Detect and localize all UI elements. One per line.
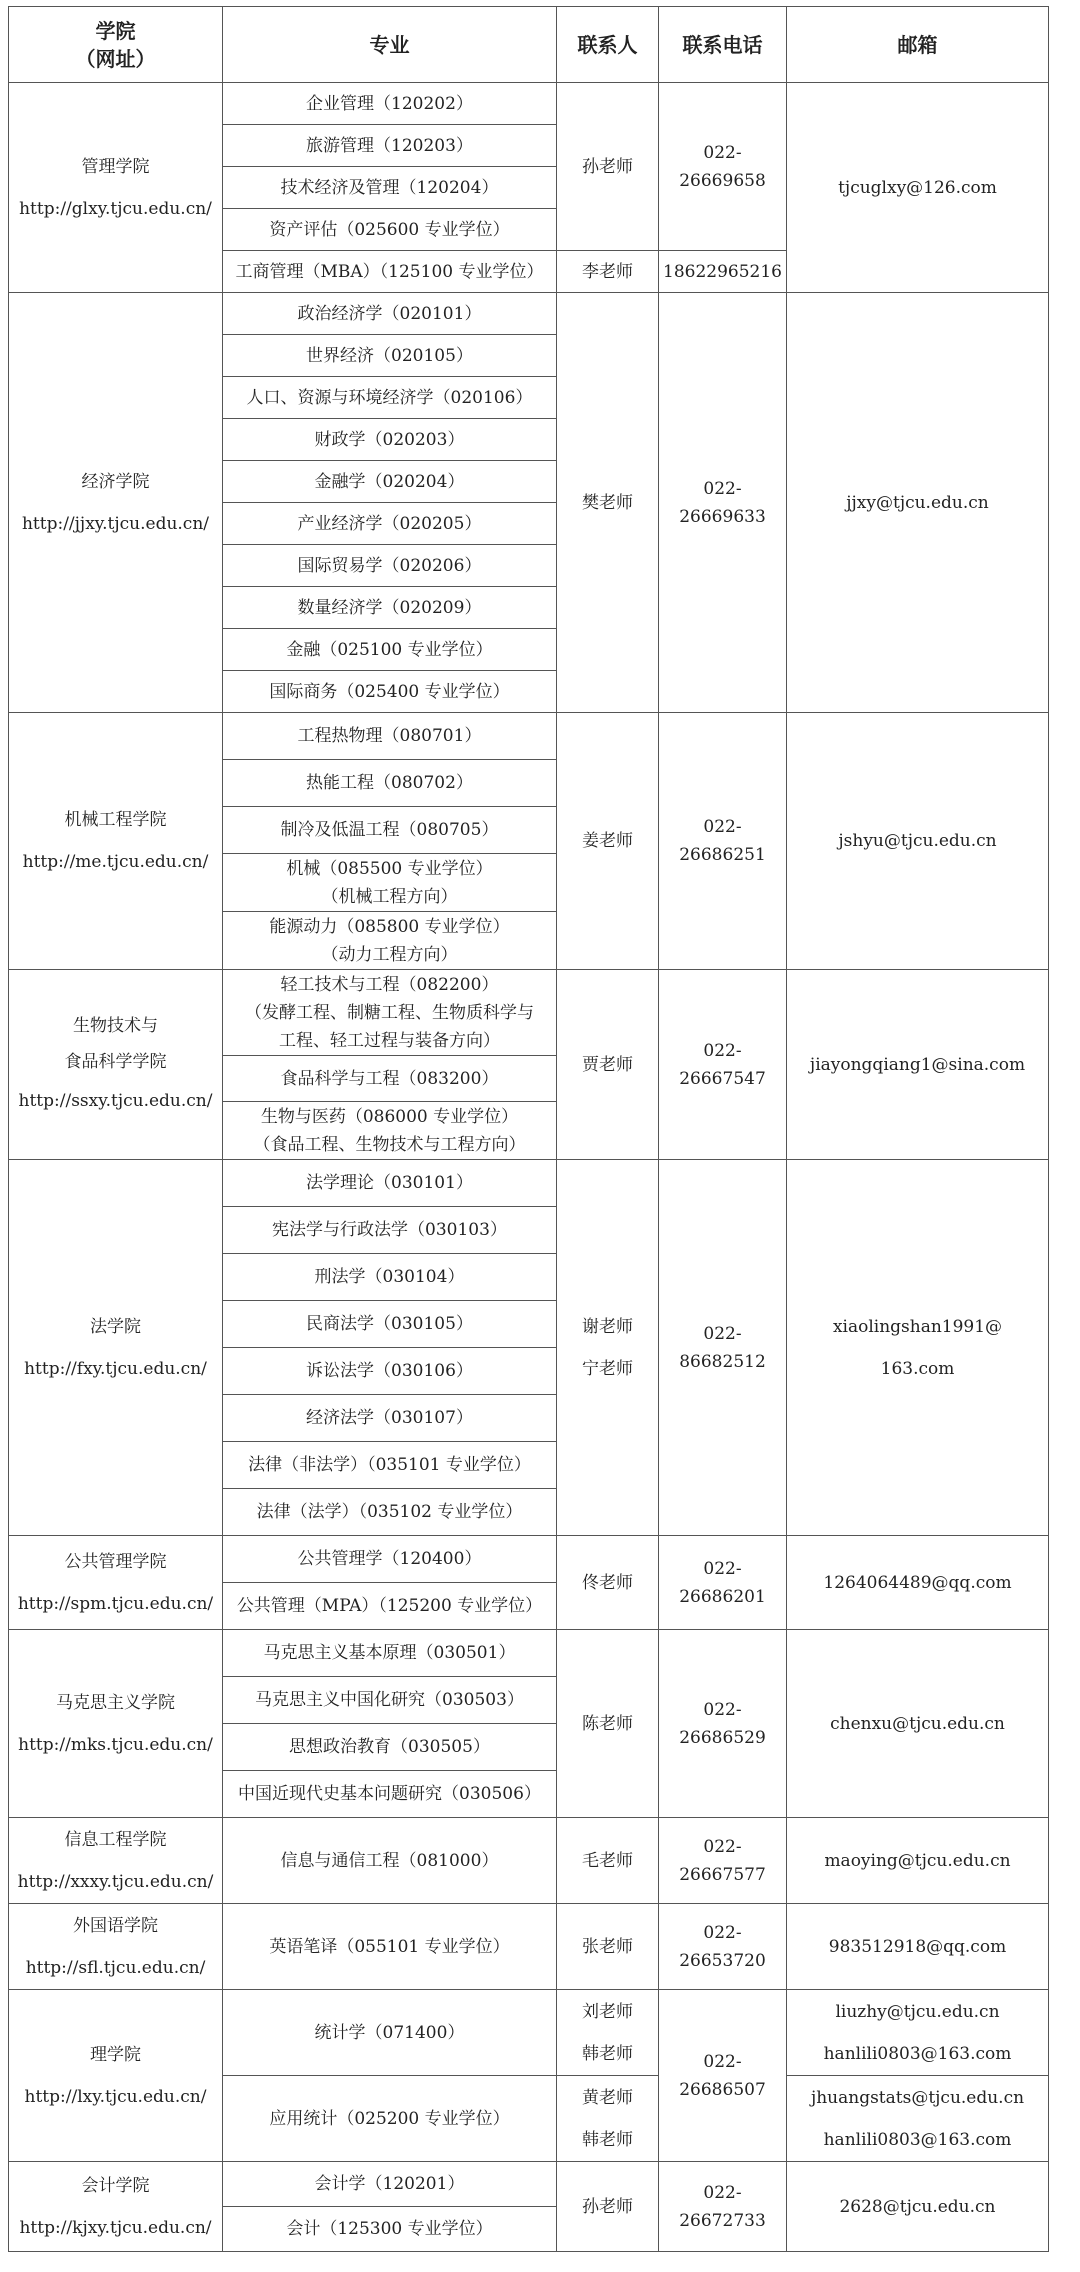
header-college: 学院 （网址） [9, 7, 223, 83]
email-cell[interactable]: 983512918@qq.com [787, 1904, 1049, 1990]
major-cell: 中国近现代史基本问题研究（030506） [223, 1771, 557, 1818]
contact-cell: 姜老师 [557, 713, 659, 970]
college-cell [9, 1818, 223, 1904]
header-phone: 联系电话 [659, 7, 787, 83]
email-link[interactable]: liuzhy@tjcu.edu.cn [835, 2001, 1000, 2022]
phone-cell: 022-26686251 [659, 713, 787, 970]
contact-cell [557, 1160, 659, 1536]
major-cell: 政治经济学（020101） [223, 293, 557, 335]
college-cell [9, 1990, 223, 2162]
table-row [9, 1904, 1049, 1990]
major-cell: 经济法学（030107） [223, 1395, 557, 1442]
email-cell[interactable]: tjcuglxy@126.com [787, 83, 1049, 293]
major-cell: 国际商务（025400 专业学位） [223, 671, 557, 713]
phone-cell: 022-86682512 [659, 1160, 787, 1536]
email-cell[interactable]: jiayongqiang1@sina.com [787, 970, 1049, 1160]
college-cell [9, 2162, 223, 2252]
major-cell: 英语笔译（055101 专业学位） [223, 1904, 557, 1990]
college-cell [9, 713, 223, 970]
contact-cell: 樊老师 [557, 293, 659, 713]
college-url[interactable]: http://lxy.tjcu.edu.cn/ [24, 2086, 207, 2107]
table-row [9, 970, 1049, 1056]
college-cell [9, 970, 223, 1160]
email-link[interactable]: jhuangstats@tjcu.edu.cn [810, 2087, 1025, 2108]
college-url[interactable]: http://ssxy.tjcu.edu.cn/ [18, 1090, 213, 1111]
email-cell[interactable]: xiaolingshan1991@ 163.com [787, 1160, 1049, 1536]
college-url[interactable]: http://kjxy.tjcu.edu.cn/ [19, 2217, 212, 2238]
major-cell: 数量经济学（020209） [223, 587, 557, 629]
major-cell: 法律（非法学）（035101 专业学位） [223, 1442, 557, 1489]
major-cell: 马克思主义中国化研究（030503） [223, 1677, 557, 1724]
email-cell [787, 1990, 1049, 2076]
major-cell: 食品科学与工程（083200） [223, 1056, 557, 1102]
contact-name: 韩老师 [582, 2043, 633, 2064]
major-cell: 公共管理（MPA）（125200 专业学位） [223, 1583, 557, 1630]
college-cell [9, 1160, 223, 1536]
major-cell: 马克思主义基本原理（030501） [223, 1630, 557, 1677]
contact-cell: 李老师 [557, 251, 659, 293]
contact-name: 黄老师 [582, 2087, 633, 2108]
phone-cell: 022-26686507 [659, 1990, 787, 2162]
phone-cell: 022-26672733 [659, 2162, 787, 2252]
college-name: 外国语学院 [73, 1915, 158, 1936]
table-row [9, 713, 1049, 760]
major-cell: 思想政治教育（030505） [223, 1724, 557, 1771]
contact-cell: 佟老师 [557, 1536, 659, 1630]
college-cell [9, 1630, 223, 1818]
major-cell: 生物与医药（086000 专业学位） （食品工程、生物技术与工程方向） [223, 1102, 557, 1160]
major-cell: 世界经济（020105） [223, 335, 557, 377]
major-cell: 公共管理学（120400） [223, 1536, 557, 1583]
email-cell[interactable]: maoying@tjcu.edu.cn [787, 1818, 1049, 1904]
email-cell [787, 2076, 1049, 2162]
college-name: 理学院 [90, 2044, 141, 2065]
contact-cell: 孙老师 [557, 2162, 659, 2252]
major-cell: 法律（法学）（035102 专业学位） [223, 1489, 557, 1536]
major-cell: 国际贸易学（020206） [223, 545, 557, 587]
major-cell: 应用统计（025200 专业学位） [223, 2076, 557, 2162]
major-cell: 法学理论（030101） [223, 1160, 557, 1207]
college-name: 经济学院 [81, 471, 150, 492]
college-url[interactable]: http://xxxy.tjcu.edu.cn/ [17, 1871, 214, 1892]
major-cell: 工程热物理（080701） [223, 713, 557, 760]
contact-cell: 孙老师 [557, 83, 659, 251]
header-contact: 联系人 [557, 7, 659, 83]
college-name: 机械工程学院 [64, 810, 167, 830]
college-name: 信息工程学院 [64, 1829, 167, 1850]
college-name: 管理学院 [81, 156, 150, 177]
major-cell: 热能工程（080702） [223, 760, 557, 807]
major-cell: 人口、资源与环境经济学（020106） [223, 377, 557, 419]
phone-cell: 18622965216 [659, 251, 787, 293]
college-url[interactable]: http://jjxy.tjcu.edu.cn/ [21, 513, 210, 534]
table-row [9, 293, 1049, 335]
contact-name: 韩老师 [582, 2129, 633, 2150]
major-cell: 金融学（020204） [223, 461, 557, 503]
major-cell: 诉讼法学（030106） [223, 1348, 557, 1395]
major-cell: 机械（085500 专业学位） （机械工程方向） [223, 854, 557, 912]
email-link[interactable]: hanlili0803@163.com [823, 2129, 1012, 2150]
major-cell: 会计（125300 专业学位） [223, 2207, 557, 2252]
college-url[interactable]: http://me.tjcu.edu.cn/ [22, 852, 209, 872]
phone-cell: 022-26667577 [659, 1818, 787, 1904]
phone-cell: 022-26653720 [659, 1904, 787, 1990]
header-email: 邮箱 [787, 7, 1049, 83]
college-name: 生物技术与 食品科学学院 [64, 1015, 167, 1072]
college-url[interactable]: http://spm.tjcu.edu.cn/ [17, 1593, 214, 1614]
contact-cell: 贾老师 [557, 970, 659, 1160]
major-cell: 统计学（071400） [223, 1990, 557, 2076]
major-cell: 宪法学与行政法学（030103） [223, 1207, 557, 1254]
major-cell: 能源动力（085800 专业学位） （动力工程方向） [223, 912, 557, 970]
college-name: 会计学院 [81, 2175, 150, 2196]
table-row [9, 1990, 1049, 2076]
contact-name: 刘老师 [582, 2001, 633, 2022]
contact-cell: 张老师 [557, 1904, 659, 1990]
header-row [9, 7, 1049, 83]
table-row [9, 1630, 1049, 1677]
phone-cell: 022-26686201 [659, 1536, 787, 1630]
table-row [9, 1160, 1049, 1207]
contact-cell [557, 2076, 659, 2162]
major-cell: 技术经济及管理（120204） [223, 167, 557, 209]
email-cell[interactable]: 2628@tjcu.edu.cn [787, 2162, 1049, 2252]
table-row [9, 83, 1049, 125]
phone-cell: 022-26667547 [659, 970, 787, 1160]
college-url[interactable]: http://glxy.tjcu.edu.cn/ [19, 198, 212, 219]
major-cell: 资产评估（025600 专业学位） [223, 209, 557, 251]
email-cell[interactable]: jshyu@tjcu.edu.cn [787, 713, 1049, 970]
contact-cell: 陈老师 [557, 1630, 659, 1818]
contact-sheet [8, 6, 1049, 2252]
major-cell: 制冷及低温工程（080705） [223, 807, 557, 854]
table-row [9, 1818, 1049, 1904]
email-link[interactable]: hanlili0803@163.com [823, 2043, 1012, 2064]
major-cell: 旅游管理（120203） [223, 125, 557, 167]
college-cell [9, 83, 223, 293]
major-cell: 信息与通信工程（081000） [223, 1818, 557, 1904]
contact-cell: 毛老师 [557, 1818, 659, 1904]
contact-cell [557, 1990, 659, 2076]
major-cell: 企业管理（120202） [223, 83, 557, 125]
college-url[interactable]: http://fxy.tjcu.edu.cn/ [24, 1358, 207, 1379]
college-contact-table [8, 6, 1049, 2252]
major-cell: 产业经济学（020205） [223, 503, 557, 545]
contact-name: 谢老师 [582, 1316, 633, 1337]
phone-cell: 022-26669658 [659, 83, 787, 251]
college-cell [9, 1904, 223, 1990]
email-cell[interactable]: 1264064489@qq.com [787, 1536, 1049, 1630]
college-name: 马克思主义学院 [56, 1692, 175, 1713]
major-cell: 轻工技术与工程（082200） （发酵工程、制糖工程、生物质科学与 工程、轻工过程与装备方向） [223, 970, 557, 1056]
major-cell: 财政学（020203） [223, 419, 557, 461]
major-cell: 刑法学（030104） [223, 1254, 557, 1301]
contact-name: 宁老师 [582, 1358, 633, 1379]
college-name: 公共管理学院 [64, 1551, 167, 1572]
major-cell: 会计学（120201） [223, 2162, 557, 2207]
college-cell [9, 293, 223, 713]
phone-cell: 022-26686529 [659, 1630, 787, 1818]
header-major: 专业 [223, 7, 557, 83]
major-cell: 工商管理（MBA）（125100 专业学位） [223, 251, 557, 293]
table-row [9, 2162, 1049, 2207]
college-cell [9, 1536, 223, 1630]
college-url[interactable]: http://mks.tjcu.edu.cn/ [18, 1734, 213, 1755]
college-url[interactable]: http://sfl.tjcu.edu.cn/ [25, 1957, 206, 1978]
email-cell[interactable]: jjxy@tjcu.edu.cn [787, 293, 1049, 713]
table-row [9, 1536, 1049, 1583]
phone-cell: 022-26669633 [659, 293, 787, 713]
college-name: 法学院 [90, 1316, 141, 1337]
email-cell[interactable]: chenxu@tjcu.edu.cn [787, 1630, 1049, 1818]
major-cell: 民商法学（030105） [223, 1301, 557, 1348]
major-cell: 金融（025100 专业学位） [223, 629, 557, 671]
